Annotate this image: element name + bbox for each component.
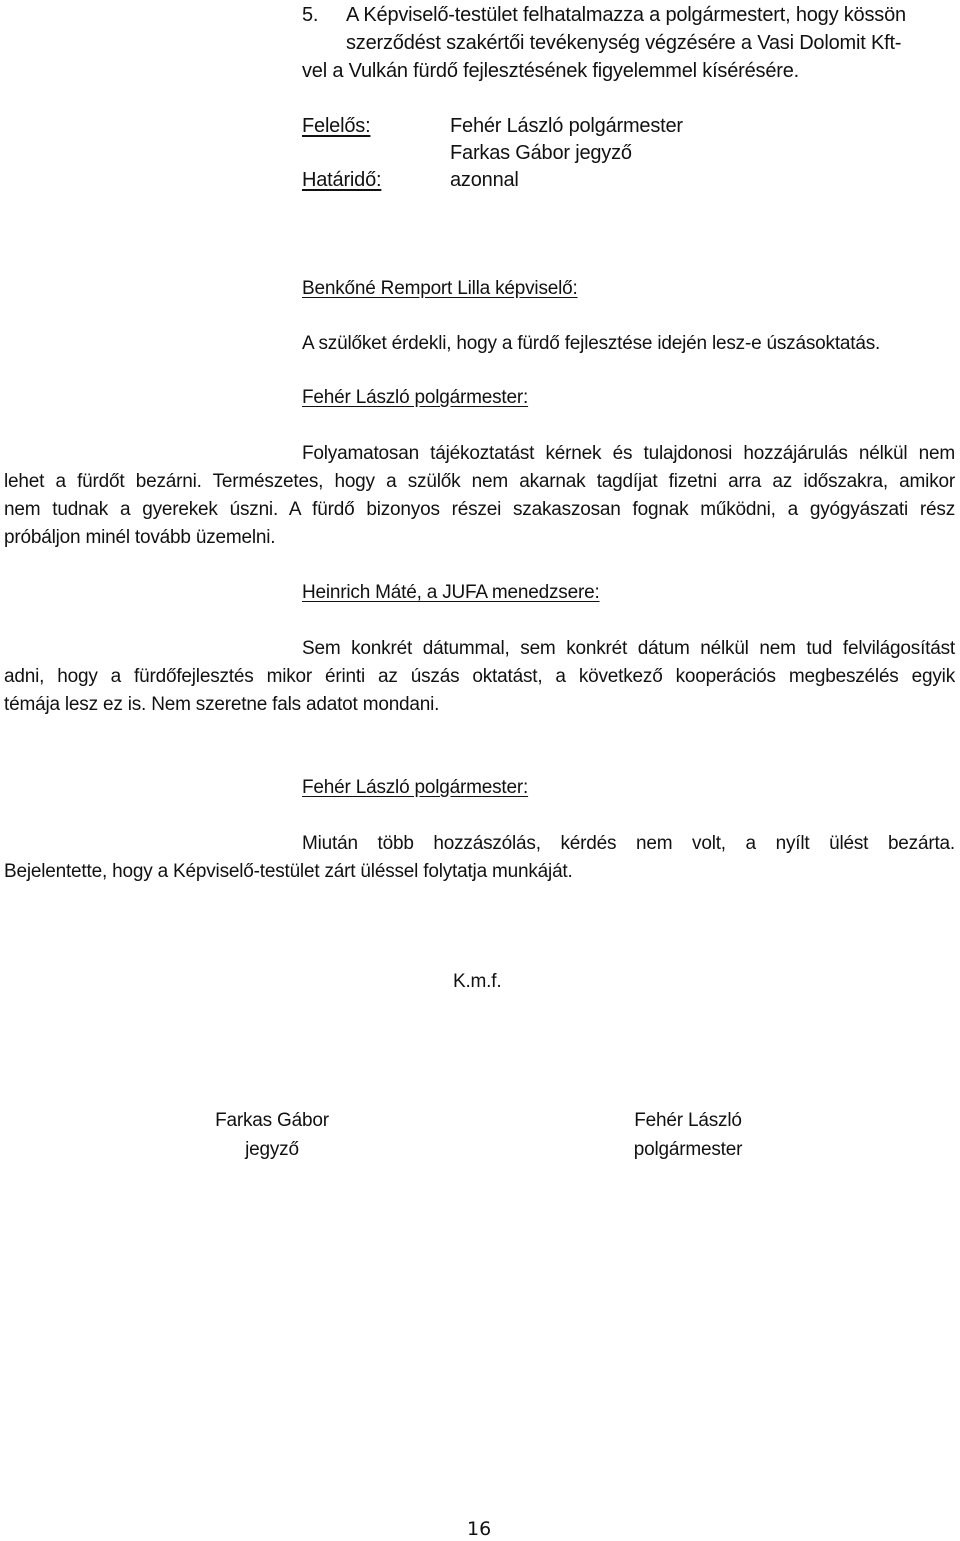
signature-right-title: polgármester (633, 1139, 743, 1160)
item-text-line-2: szerződést szakértői tevékenység végzésére a Vasi Dolomit Kft- (346, 32, 902, 54)
speaker-heading: Fehér László polgármester: (302, 387, 529, 408)
item-number: 5. (302, 4, 319, 26)
signature-left-name: Farkas Gábor (215, 1110, 329, 1131)
speech-line: Miután több hozzászólás, kérdés nem volt, a nyílt ülést bezárta. (302, 833, 955, 854)
signature-right-name: Fehér László (634, 1110, 742, 1131)
speech-line: próbáljon minél tovább üzemelni. (4, 527, 276, 548)
responsible-label: Felelős: (302, 115, 371, 137)
signature-left-title: jegyző (245, 1139, 299, 1160)
page-number: 16 (467, 1518, 492, 1540)
speech-line: adni, hogy a fürdőfejlesztés mikor érinti az úszás oktatást, a következő kooperációs megbeszélés egyik (4, 666, 955, 687)
responsible-mayor: Fehér László polgármester (450, 115, 683, 137)
deadline-label: Határidő: (302, 169, 382, 191)
deadline-value: azonnal (450, 169, 519, 191)
speaker-heading: Fehér László polgármester: (302, 777, 529, 798)
speech-line: Sem konkrét dátummal, sem konkrét dátum nélkül nem tud felvilágosítást (302, 638, 955, 659)
speech-line: témája lesz ez is. Nem szeretne fals adatot mondani. (4, 694, 440, 715)
speech-line: nem tudnak a gyerekek úszni. A fürdő bizonyos részei szakaszosan fognak működni, a gyógyászati rész (4, 499, 955, 520)
speaker-heading: Benkőné Remport Lilla képviselő: (302, 278, 578, 299)
speech-line: Bejelentette, hogy a Képviselő-testület zárt üléssel folytatja munkáját. (4, 861, 573, 882)
speech-line: lehet a fürdőt bezárni. Természetes, hogy a szülők nem akarnak tagdíjat fizetni arra az időszakra, amikor (4, 471, 955, 492)
signature-left (172, 1106, 372, 1164)
speech-line: Folyamatosan tájékoztatást kérnek és tulajdonosi hozzájárulás nélkül nem (302, 443, 955, 464)
responsible-notary: Farkas Gábor jegyző (450, 142, 632, 164)
signature-right (588, 1106, 788, 1164)
item-text-line-3: vel a Vulkán fürdő fejlesztésének figyelemmel kísérésére. (302, 60, 799, 82)
speaker-heading: Heinrich Máté, a JUFA menedzsere: (302, 582, 600, 603)
speaker-text: A szülőket érdekli, hogy a fürdő fejlesztése idején lesz-e úszásoktatás. (302, 333, 881, 354)
closing-kmf: K.m.f. (453, 971, 502, 992)
item-text-line-1: A Képviselő-testület felhatalmazza a polgármestert, hogy kössön (346, 4, 906, 26)
